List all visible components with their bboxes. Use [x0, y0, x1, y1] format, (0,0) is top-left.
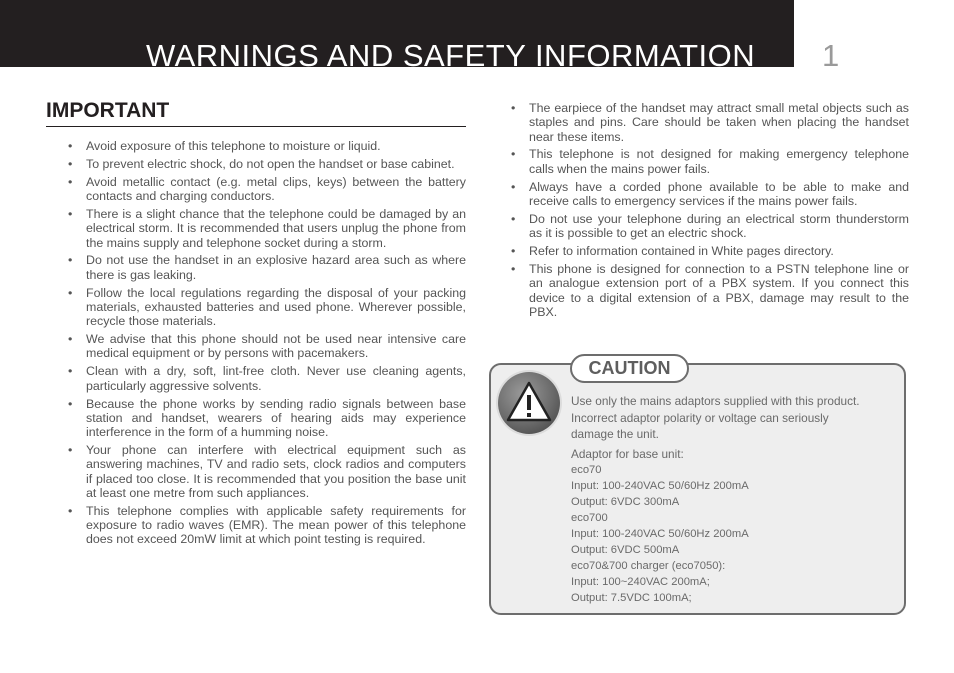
adaptor-spec-line: Input: 100-240VAC 50/60Hz 200mA [571, 528, 749, 540]
bullet-icon: • [511, 261, 516, 276]
adaptor-spec-line: Input: 100~240VAC 200mA; [571, 576, 710, 588]
list-item-text: The earpiece of the handset may attract small metal objects such as staples and pins. Care should be taken when placing the handset near these items. [529, 101, 909, 144]
list-item [511, 262, 909, 319]
bullet-icon: • [68, 174, 73, 189]
adaptor-spec-line: eco70 [571, 464, 602, 476]
bullet-icon: • [68, 156, 73, 171]
adaptor-spec-line: Output: 6VDC 500mA [571, 544, 680, 556]
list-item [68, 397, 466, 440]
bullet-icon: • [68, 139, 73, 153]
caution-label: CAUTION [570, 354, 689, 383]
list-item [68, 207, 466, 250]
bullet-icon: • [511, 101, 516, 115]
page-title: WARNINGS AND SAFETY INFORMATION [146, 38, 756, 73]
bullet-icon: • [68, 332, 73, 347]
list-item-text: Your phone can interfere with electrical equipment such as answering machines, TV and radio sets, clock radios and computers if placed too close. It is recommended that you position the base unit at least one metre from such appliances. [86, 442, 466, 500]
bullet-icon: • [68, 206, 73, 221]
list-item-text: Always have a corded phone available to be able to make and receive calls to emergency services if the mains power fails. [529, 179, 909, 208]
list-item [68, 139, 466, 153]
list-item [68, 364, 466, 393]
caution-body [571, 393, 901, 606]
list-item-text: There is a slight chance that the telephone could be damaged by an electrical storm. It is recommended that users unplug the phone from the mains supply and telephone socket during a storm. [86, 206, 466, 250]
list-item [511, 244, 909, 258]
important-heading: IMPORTANT [46, 99, 466, 127]
list-item-text: Do not use the handset in an explosive hazard area such as where there is gas leaking. [86, 253, 466, 282]
warning-triangle-graphic [498, 372, 560, 434]
list-item-text: This telephone complies with applicable safety requirements for exposure to radio waves (EMR). The mean power of this telephone does not exceed 20mW limit at which point testing is required. [86, 503, 466, 547]
list-item [68, 157, 466, 171]
list-item-text: This phone is designed for connection to a PSTN telephone line or an analogue extension port of a PBX system. If you connect this device to a digital extension of a PBX, damage may result to the PBX. [529, 261, 909, 319]
adaptor-spec-line: Input: 100-240VAC 50/60Hz 200mA [571, 480, 749, 492]
safety-list [511, 101, 909, 323]
list-item-text: We advise that this phone should not be used near intensive care medical equipment or by persons with pacemakers. [86, 332, 466, 361]
caution-warning-line: Use only the mains adaptors supplied with this product. [571, 394, 860, 408]
list-item [68, 443, 466, 500]
list-item-text: Do not use your telephone during an electrical storm thunderstorm as it is possible to get an electric shock. [529, 211, 909, 241]
bullet-icon: • [68, 503, 73, 518]
list-item [68, 175, 466, 204]
list-item [511, 180, 909, 209]
list-item-text: Clean with a dry, soft, lint-free cloth. Never use cleaning agents, particularly aggressive solvents. [86, 364, 466, 393]
adaptor-spec-line: eco700 [571, 512, 608, 524]
bullet-icon: • [511, 211, 516, 226]
adaptor-spec-line: Output: 6VDC 300mA [571, 496, 680, 508]
important-list [68, 139, 466, 550]
list-item-text: Avoid exposure of this telephone to moisture or liquid. [86, 139, 381, 153]
list-item-text: Follow the local regulations regarding the disposal of your packing materials, exhausted batteries and used phone. Wherever possible, recycle those materials. [86, 285, 466, 329]
list-item-text: Refer to information contained in White pages directory. [529, 244, 834, 259]
warning-triangle-icon [498, 372, 560, 434]
list-item [511, 101, 909, 144]
bullet-icon: • [68, 285, 73, 300]
list-item [68, 253, 466, 282]
adaptor-heading: Adaptor for base unit: [571, 446, 684, 461]
list-item [511, 212, 909, 241]
adaptor-spec-line: eco70&700 charger (eco7050): [571, 560, 726, 572]
list-item [68, 504, 466, 547]
adaptor-spec-line: Output: 7.5VDC 100mA; [571, 592, 692, 604]
list-item-text: Because the phone works by sending radio signals between base station and handset, wearers of hearing aids may experience interference in the form of a humming noise. [86, 396, 466, 440]
list-item [68, 286, 466, 329]
bullet-icon: • [511, 147, 516, 162]
list-item-text: Avoid metallic contact (e.g. metal clips, keys) between the battery contacts and charging conductors. [86, 174, 466, 204]
bullet-icon: • [511, 179, 516, 194]
page-number: 1 [822, 38, 840, 73]
bullet-icon: • [511, 244, 516, 259]
list-item-text: To prevent electric shock, do not open the handset or base cabinet. [86, 156, 455, 171]
bullet-icon: • [68, 396, 73, 411]
list-item [511, 147, 909, 176]
bullet-icon: • [68, 253, 73, 268]
bullet-icon: • [68, 442, 73, 457]
caution-warning-line: damage the unit. [571, 427, 659, 441]
list-item [68, 332, 466, 361]
list-item-text: This telephone is not designed for making emergency telephone calls when the mains power fails. [529, 147, 909, 176]
caution-warning-line: Incorrect adaptor polarity or voltage can seriously [571, 410, 829, 425]
bullet-icon: • [68, 364, 73, 379]
